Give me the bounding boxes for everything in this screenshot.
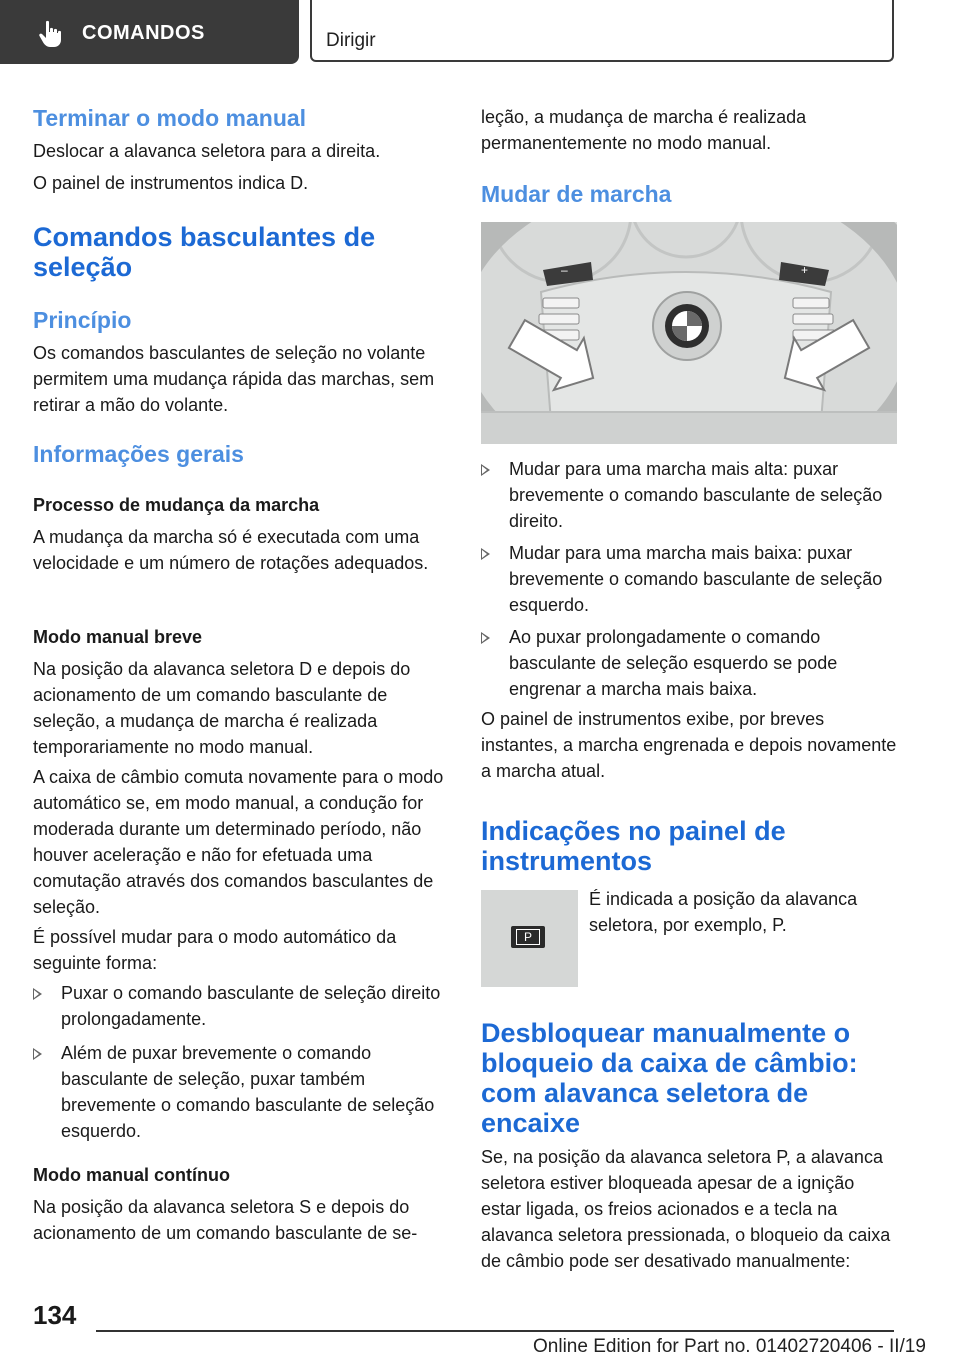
text-desbloquear: Se, na posição da alavanca seletora P, a alavanca seletora estiver bloqueada apesar de a ignição estar ligada, os freios acionados e a tecla na alavanca seletora pressionada, o bloqueio da caixa de câmbio pode ser desativado manualmente: bbox=[481, 1147, 891, 1271]
heading-continuo: Modo manual contínuo bbox=[33, 1165, 230, 1185]
page-header bbox=[0, 0, 960, 66]
triangle-bullet-icon bbox=[33, 988, 42, 1000]
gear-display-illustration bbox=[481, 890, 578, 987]
footer-divider bbox=[96, 1330, 894, 1332]
text-painel: O painel de instrumentos exibe, por breves instantes, a marcha engrenada e depois novamente a marcha atual. bbox=[481, 709, 897, 781]
text-breve-1: Na posição da alavanca seletora D e depois do acionamento de um comando basculante de seleção, a mudança de marcha é realizada temporariamente no modo manual. bbox=[33, 659, 411, 757]
page-number: 134 bbox=[33, 1300, 77, 1330]
text-indicacoes: É indicada a posição da alavanca seletora, por exemplo, P. bbox=[589, 889, 858, 935]
list-item: Ao puxar prolongadamente o comando basculante de seleção esquerdo se pode engrenar a marcha mais baixa. bbox=[481, 624, 897, 702]
text-breve-3: É possível mudar para o modo automático da seguinte forma: bbox=[33, 927, 397, 973]
automatic-mode-list bbox=[33, 980, 449, 1144]
paddle-minus-label: – bbox=[561, 263, 568, 277]
steering-wheel-illustration bbox=[481, 222, 897, 444]
section-tab[interactable] bbox=[0, 0, 299, 64]
heading-desbloquear: Desbloquear manualmente o bloqueio da caixa de câmbio: com alavanca seletora de encaixe bbox=[481, 1018, 858, 1138]
chapter-tab[interactable] bbox=[310, 0, 894, 62]
list-item: Mudar para uma marcha mais baixa: puxar brevemente o comando basculante de seleção esquerdo. bbox=[481, 540, 897, 618]
list-item: Além de puxar brevemente o comando basculante de seleção, puxar também brevemente o comando basculante de seleção esquerdo. bbox=[33, 1040, 449, 1144]
chapter-tab-label: Dirigir bbox=[326, 30, 376, 51]
edition-note: Online Edition for Part no. 01402720406 - II/19 bbox=[533, 1336, 926, 1357]
text-terminar-2: O painel de instrumentos indica D. bbox=[33, 173, 309, 193]
list-item: Mudar para uma marcha mais alta: puxar brevemente o comando basculante de seleção direito. bbox=[481, 456, 897, 534]
text-terminar-1: Deslocar a alavanca seletora para a direita. bbox=[33, 141, 381, 161]
paddle-plus-label: + bbox=[801, 263, 809, 277]
gear-change-list bbox=[481, 456, 897, 702]
list-item: Puxar o comando basculante de seleção direito prolongadamente. bbox=[33, 980, 449, 1032]
heading-breve: Modo manual breve bbox=[33, 627, 203, 647]
heading-principio: Princípio bbox=[33, 307, 132, 333]
text-breve-2: A caixa de câmbio comuta novamente para o modo automático se, em modo manual, a condução for moderada durante um determinado período, não houver aceleração e não for efetuada uma comutação através dos comandos basculantes de seleção. bbox=[33, 767, 444, 917]
text-principio: Os comandos basculantes de seleção no volante permitem uma mudança rápida das marchas, sem retirar a mão do volante. bbox=[33, 343, 435, 415]
park-indicator-icon: P bbox=[511, 926, 545, 948]
text-continuo: Na posição da alavanca seletora S e depois do acionamento de um comando basculante de se- bbox=[33, 1197, 418, 1243]
triangle-bullet-icon bbox=[33, 1048, 42, 1060]
section-tab-label: COMANDOS bbox=[82, 22, 205, 44]
heading-processo: Processo de mudança da marcha bbox=[33, 495, 320, 515]
heading-info: Informações gerais bbox=[33, 441, 244, 467]
heading-comandos: Comandos basculantes de seleção bbox=[33, 222, 376, 282]
triangle-bullet-icon bbox=[481, 632, 490, 644]
heading-indicacoes: Indicações no painel de instrumentos bbox=[481, 816, 786, 876]
text-processo: A mudança da marcha só é executada com uma velocidade e um número de rotações adequados. bbox=[33, 527, 429, 573]
hand-pointer-icon bbox=[38, 20, 64, 48]
triangle-bullet-icon bbox=[481, 548, 490, 560]
triangle-bullet-icon bbox=[481, 464, 490, 476]
steering-wheel-graphic bbox=[481, 222, 897, 444]
text-continuation: leção, a mudança de marcha é realizada permanentemente no modo manual. bbox=[481, 107, 807, 153]
heading-mudar: Mudar de marcha bbox=[481, 181, 672, 207]
heading-terminar: Terminar o modo manual bbox=[33, 105, 307, 131]
